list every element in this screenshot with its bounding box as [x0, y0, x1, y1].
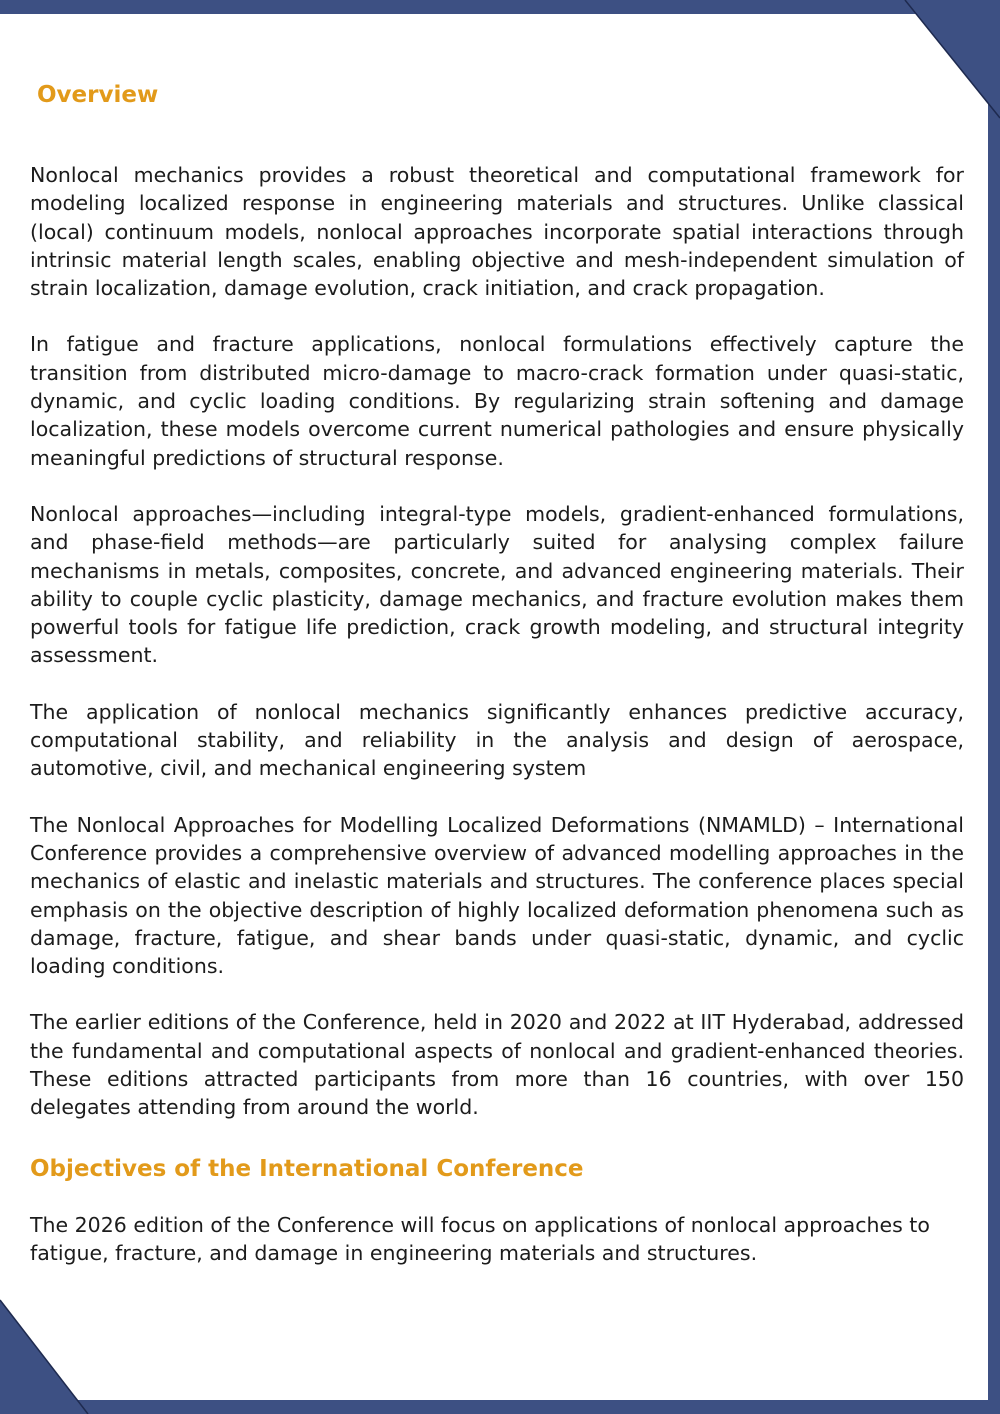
overview-paragraph-1: Nonlocal mechanics provides a robust theoretical and computational framework for modeling localized response in engineering materials and structures. Unlike classical (local) continuum models, nonlocal approaches incorporate spatial interactions through intrinsic material length scales, enabling objective and mesh-independent simulation of strain localization, damage evolution, crack initiation, and crack propagation. — [30, 163, 964, 301]
objectives-paragraph: The 2026 edition of the Conference will focus on applications of nonlocal approaches to fatigue, fracture, and damage in engineering materials and structures. — [30, 1212, 930, 1265]
overview-paragraph-6: The earlier editions of the Conference, held in 2020 and 2022 at IIT Hyderabad, addressed the fundamental and computational aspects of nonlocal and gradient-enhanced theories. These editions attracted participants from more than 16 countries, with over 150 delegates attending from around the world. — [30, 1010, 964, 1120]
document-page — [30, 80, 964, 1267]
overview-paragraph-2: In fatigue and fracture applications, nonlocal formulations effectively capture the transition from distributed micro-damage to macro-crack formation under quasi-static, dynamic, and cyclic loading conditions. By regularizing strain softening and damage localization, these models overcome current numerical pathologies and ensure physically meaningful predictions of structural response. — [30, 332, 964, 470]
objectives-heading: Objectives of the International Conference — [30, 1155, 584, 1182]
overview-paragraph-4: The application of nonlocal mechanics significantly enhances predictive accuracy, computational stability, and reliability in the analysis and design of aerospace, automotive, civil, and mechanical engineering system — [30, 699, 964, 781]
overview-paragraph-3: Nonlocal approaches—including integral-type models, gradient-enhanced formulations, and phase-field methods—are particularly suited for analysing complex failure mechanisms in metals, composites, concrete, and advanced engineering materials. Their ability to couple cyclic plasticity, damage mechanics, and fracture evolution makes them powerful tools for fatigue life prediction, crack growth modeling, and structural integrity assessment. — [30, 501, 964, 668]
overview-heading: Overview — [37, 82, 159, 108]
overview-paragraph-5: The Nonlocal Approaches for Modelling Localized Deformations (NMAMLD) – International Conference provides a comprehensive overview of advanced modelling approaches in the mechanics of elastic and inelastic materials and structures. The conference places special emphasis on the objective description of highly localized deformation phenomena such as damage, fracture, fatigue, and shear bands under quasi-static, dynamic, and cyclic loading conditions. — [30, 812, 964, 979]
